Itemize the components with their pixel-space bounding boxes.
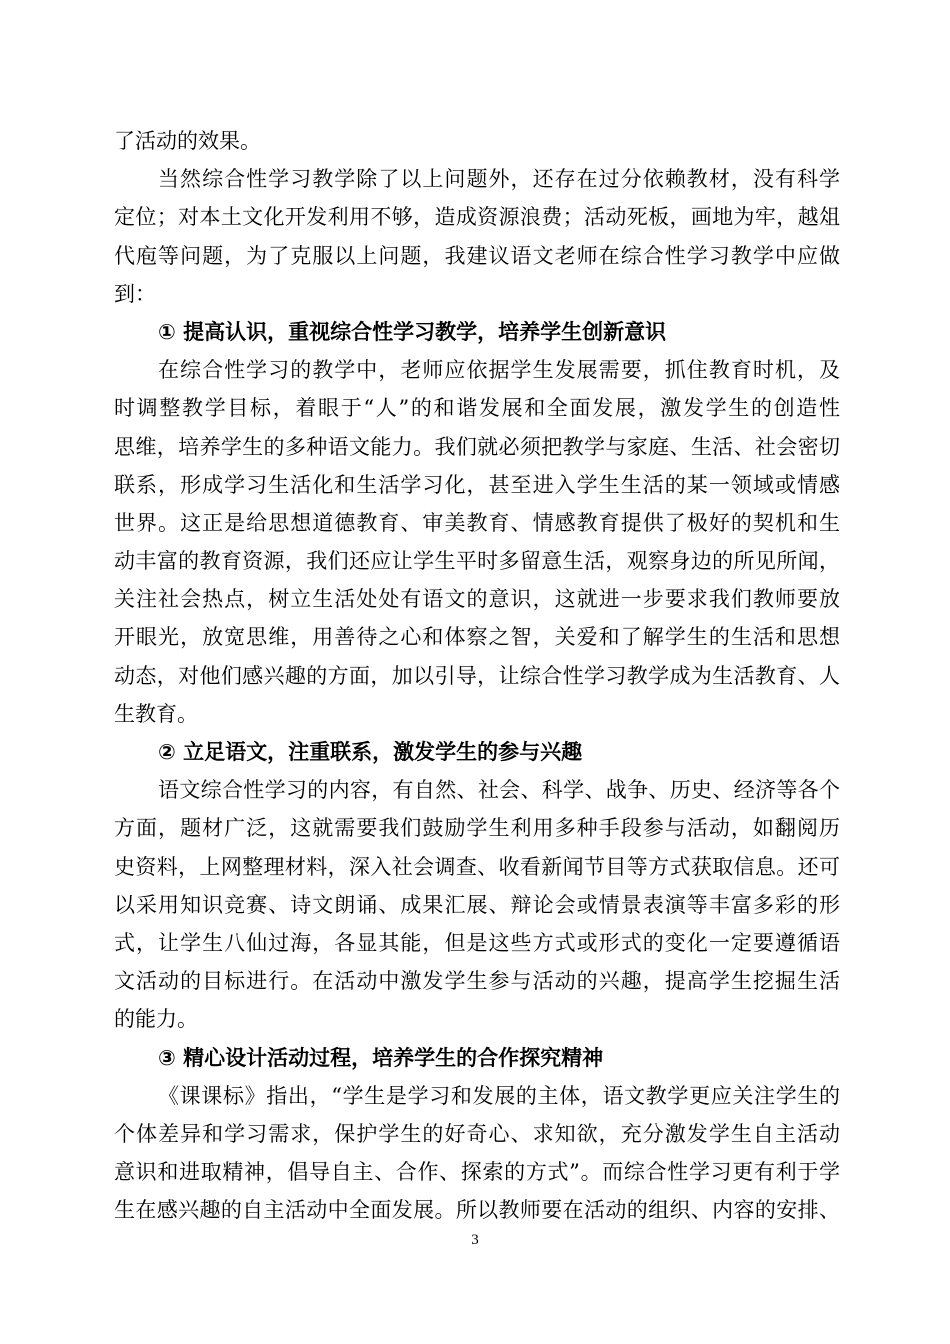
paragraph-line: 了活动的效果。	[114, 129, 261, 153]
paragraph-line: 方面，题材广泛，这就需要我们鼓励学生利用多种手段参与活动，如翻阅历	[114, 816, 840, 841]
paragraph-line: 动丰富的教育资源，我们还应让学生平时多留意生活，观察身边的所见所闻，	[114, 549, 840, 574]
paragraph-line: 文活动的目标进行。在活动中激发学生参与活动的兴趣，提高学生挖掘生活	[114, 969, 840, 994]
section-heading: ① 提高认识，重视综合性学习教学，培养学生创新意识	[158, 319, 667, 344]
paragraph-line: 世界。这正是给思想道德教育、审美教育、情感教育提供了极好的契机和生	[114, 510, 840, 535]
paragraph-line: 在综合性学习的教学中，老师应依据学生发展需要，抓住教育时机，及	[158, 358, 840, 383]
paragraph-line: 代庖等问题，为了克服以上问题，我建议语文老师在综合性学习教学中应做	[114, 243, 840, 268]
paragraph-line: 关注社会热点，树立生活处处有语文的意识，这就进一步要求我们教师要放	[114, 587, 840, 612]
paragraph-line: 意识和进取精神，倡导自主、合作、探索的方式”。而综合性学习更有利于学	[114, 1160, 840, 1185]
paragraph-line: 个体差异和学习需求，保护学生的好奇心、求知欲，充分激发学生自主活动	[114, 1121, 840, 1146]
paragraph-line: 联系，形成学习生活化和生活学习化，甚至进入学生生活的某一领域或情感	[114, 472, 840, 497]
paragraph-line: 式，让学生八仙过海，各显其能，但是这些方式或形式的变化一定要遵循语	[114, 930, 840, 955]
paragraph-line: 以采用知识竞赛、诗文朗诵、成果汇展、辩论会或情景表演等丰富多彩的形	[114, 892, 840, 917]
paragraph-line: 定位；对本土文化开发利用不够，造成资源浪费；活动死板，画地为牢，越俎	[114, 205, 840, 230]
paragraph-line: 时调整教学目标，着眼于“人”的和谐发展和全面发展，激发学生的创造性	[114, 396, 840, 421]
paragraph-line: 生在感兴趣的自主活动中全面发展。所以教师要在活动的组织、内容的安排、	[114, 1198, 840, 1223]
paragraph-line: 当然综合性学习教学除了以上问题外，还存在过分依赖教材，没有科学	[158, 167, 840, 192]
paragraph-line: 开眼光，放宽思维，用善待之心和体察之智，关爱和了解学生的生活和思想	[114, 625, 840, 650]
paragraph-line: 动态，对他们感兴趣的方面，加以引导，让综合性学习教学成为生活教育、人	[114, 663, 840, 688]
paragraph-line: 语文综合性学习的内容，有自然、社会、科学、战争、历史、经济等各个	[158, 778, 840, 803]
page-number: 3	[471, 1232, 479, 1248]
section-heading: ② 立足语文，注重联系，激发学生的参与兴趣	[158, 740, 583, 764]
paragraph-line: 《课课标》指出，“学生是学习和发展的主体，语文教学更应关注学生的	[158, 1083, 840, 1108]
paragraph-line: 思维，培养学生的多种语文能力。我们就必须把教学与家庭、生活、社会密切	[114, 434, 840, 459]
paragraph-line: 到：	[114, 281, 156, 306]
paragraph-line: 的能力。	[114, 1007, 198, 1032]
paragraph-line: 生教育。	[114, 701, 198, 726]
body-text	[114, 122, 840, 1229]
paragraph-line: 史资料，上网整理材料，深入社会调查、收看新闻节目等方式获取信息。还可	[114, 854, 840, 879]
section-heading: ③ 精心设计活动过程，培养学生的合作探究精神	[158, 1045, 604, 1070]
